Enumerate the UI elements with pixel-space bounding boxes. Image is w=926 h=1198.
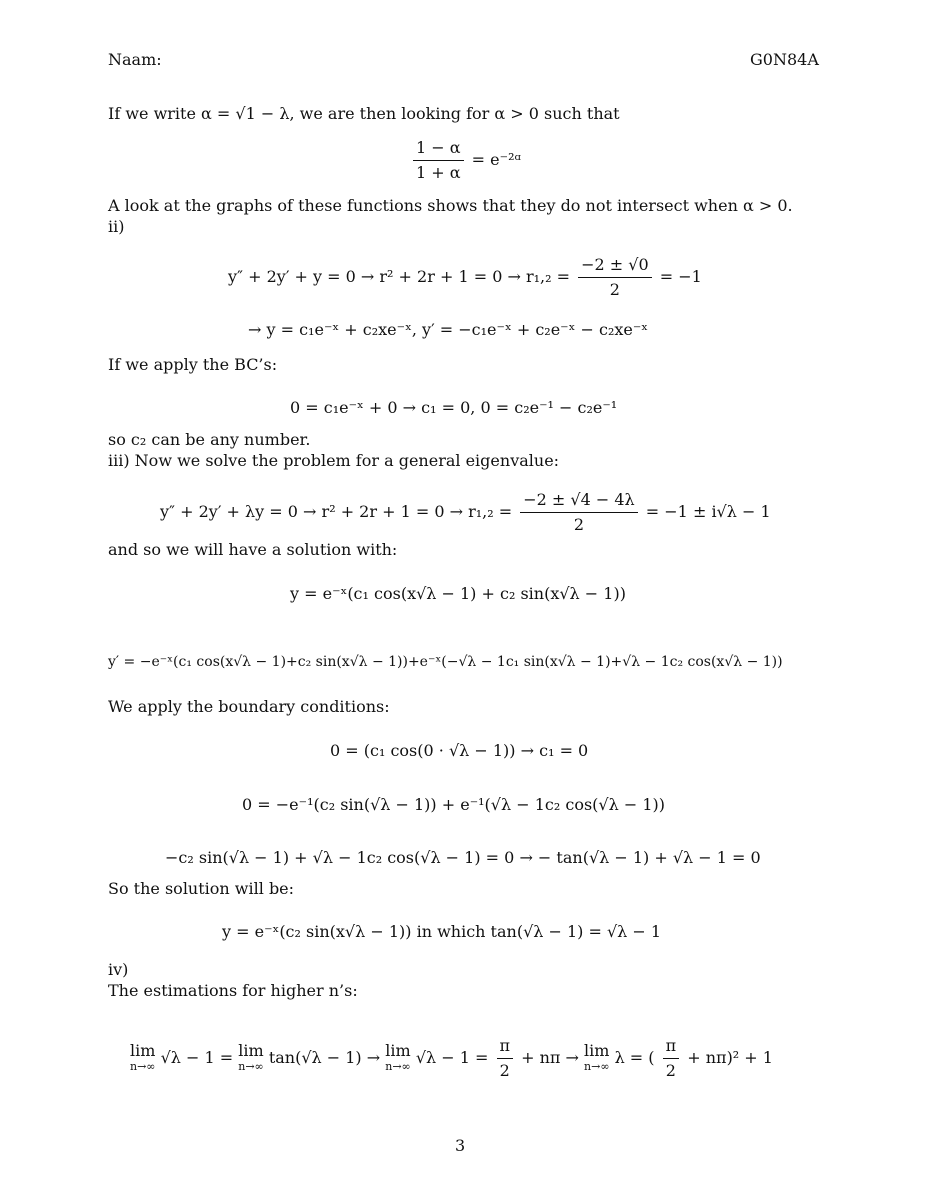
solution2-paragraph: So the solution will be:: [108, 879, 295, 898]
bc-paragraph: If we apply the BC’s:: [108, 355, 278, 374]
header-name-label: Naam:: [108, 50, 162, 69]
estimation-paragraph: The estimations for higher n’s:: [108, 981, 358, 1000]
section-label-ii: ii): [108, 217, 125, 236]
limit-term: + nπ)² + 1: [687, 1048, 773, 1067]
equation-bc1: 0 = (c₁ cos(0 · √λ − 1)) → c₁ = 0: [330, 741, 589, 760]
equation-bc3: −c₂ sin(√λ − 1) + √λ − 1c₂ cos(√λ − 1) = 0 → − tan(√λ − 1) + √λ − 1 = 0: [165, 848, 761, 867]
limit-term: + nπ →: [521, 1048, 579, 1067]
fraction-numerator: −2 ± √4 − 4λ: [520, 490, 637, 513]
limit-subscript: n→∞: [385, 1059, 411, 1073]
limit-word: lim: [238, 1040, 264, 1060]
limit-operator: [584, 1040, 610, 1075]
fraction-denominator: 2: [573, 515, 585, 534]
equation-y: y = e⁻ˣ(c₁ cos(x√λ − 1) + c₂ sin(x√λ − 1)): [290, 584, 626, 603]
equation-rhs: = e⁻²ᵅ: [471, 150, 521, 169]
limit-word: lim: [130, 1040, 156, 1060]
fraction-numerator: 1 − α: [413, 138, 464, 161]
c2-paragraph: so c₂ can be any number.: [108, 430, 311, 449]
limit-operator: [238, 1040, 264, 1075]
graphs-paragraph: A look at the graphs of these functions shows that they do not intersect when α > 0.: [108, 196, 793, 215]
fraction-numerator: π: [497, 1036, 514, 1059]
equation-rhs: = −1 ± i√λ − 1: [645, 502, 771, 521]
fraction-denominator: 2: [499, 1061, 510, 1080]
fraction: [663, 1036, 680, 1081]
equation-bc2: 0 = −e⁻¹(c₂ sin(√λ − 1)) + e⁻¹(√λ − 1c₂ cos(√λ − 1)): [242, 795, 665, 814]
limit-term: √λ − 1 =: [160, 1048, 234, 1067]
equation-lhs: y″ + 2y′ + y = 0 → r² + 2r + 1 = 0 → r₁,₂ =: [228, 267, 571, 286]
equation-alpha: [410, 138, 521, 183]
limit-operator: [385, 1040, 411, 1075]
fraction-numerator: −2 ± √0: [578, 255, 652, 278]
fraction-denominator: 2: [665, 1061, 676, 1080]
fraction: [520, 490, 637, 535]
equation-iii-characteristic: [160, 490, 771, 535]
fraction-denominator: 2: [609, 280, 620, 299]
limit-word: lim: [385, 1040, 411, 1060]
equation-yprime: y′ = −e⁻ˣ(c₁ cos(x√λ − 1)+c₂ sin(x√λ − 1))+e⁻ˣ(−√λ − 1c₁ sin(x√λ − 1)+√λ − 1c₂ cos(x√λ − 1)): [108, 654, 783, 670]
solution-paragraph: and so we will have a solution with:: [108, 540, 398, 559]
limit-subscript: n→∞: [238, 1059, 264, 1073]
fraction-denominator: 1 + α: [416, 163, 461, 182]
equation-final: y = e⁻ˣ(c₂ sin(x√λ − 1)) in which tan(√λ − 1) = √λ − 1: [222, 922, 662, 941]
limit-term: √λ − 1 =: [415, 1048, 489, 1067]
apply-paragraph: We apply the boundary conditions:: [108, 697, 390, 716]
header-code: G0N84A: [750, 50, 819, 69]
section-label-iii: iii) Now we solve the problem for a general eigenvalue:: [108, 451, 560, 470]
limit-operator: [130, 1040, 156, 1075]
fraction: [413, 138, 464, 183]
fraction-numerator: π: [663, 1036, 680, 1059]
fraction: [578, 255, 652, 300]
limit-word: lim: [584, 1040, 610, 1060]
equation-rhs: = −1: [659, 267, 702, 286]
equation-lhs: y″ + 2y′ + λy = 0 → r² + 2r + 1 = 0 → r₁,₂ =: [160, 502, 513, 521]
equation-ii-characteristic: [228, 255, 702, 300]
limit-term: tan(√λ − 1) →: [268, 1048, 381, 1067]
intro-paragraph: If we write α = √1 − λ, we are then looking for α > 0 such that: [108, 104, 620, 123]
equation-ii-solution: → y = c₁e⁻ˣ + c₂xe⁻ˣ, y′ = −c₁e⁻ˣ + c₂e⁻ˣ − c₂xe⁻ˣ: [248, 320, 649, 339]
limit-subscript: n→∞: [584, 1059, 610, 1073]
limit-subscript: n→∞: [130, 1059, 156, 1073]
section-label-iv: iv): [108, 960, 129, 979]
fraction: [497, 1036, 514, 1081]
page-number: 3: [455, 1136, 466, 1155]
equation-limit: [130, 1036, 773, 1081]
equation-bc: 0 = c₁e⁻ˣ + 0 → c₁ = 0, 0 = c₂e⁻¹ − c₂e⁻¹: [290, 398, 618, 417]
limit-term: λ = (: [614, 1048, 655, 1067]
